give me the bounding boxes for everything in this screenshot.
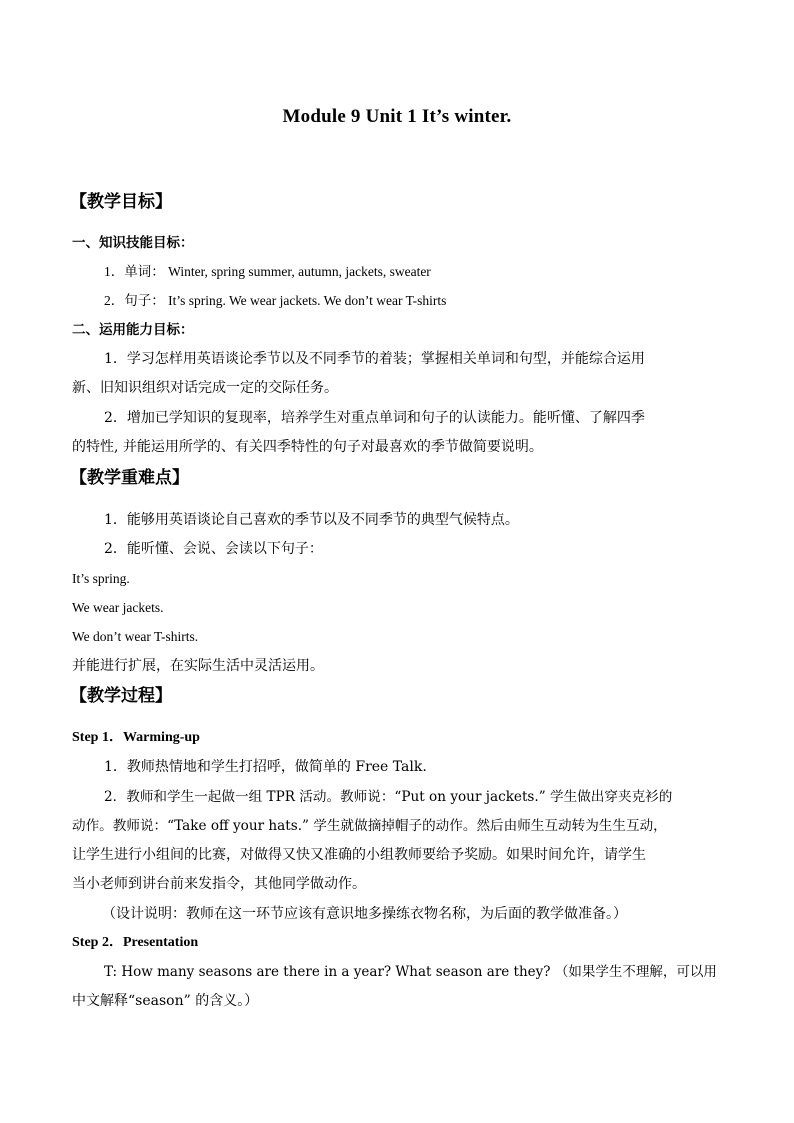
step2-heading: Step 2．Presentation (72, 935, 199, 950)
step1-item2-line4: 当小老师到讲台前来发指令，其他同学做动作。 (72, 876, 366, 892)
key-points-heading: 【教学重难点】 (70, 468, 189, 488)
step1-item2-line1: 2．教师和学生一起做一组 TPR 活动。教师说：“Put on your jackets.” 学生做出穿夹克衫的 (104, 789, 673, 805)
step1-item2-line3: 让学生进行小组间的比赛，对做得又快又准确的小组教师要给予奖励。如果时间允许，请学生 (72, 847, 646, 863)
ability-item1-line2: 新、旧知识组织对话完成一定的交际任务。 (72, 380, 338, 396)
ability-item2-line2: 的特性, 并能运用所学的、有关四季特性的句子对最喜欢的季节做简要说明。 (72, 439, 543, 455)
step1-heading: Step 1．Warming-up (72, 730, 200, 745)
key-points-item1: 1．能够用英语谈论自己喜欢的季节以及不同季节的典型气候特点。 (104, 512, 519, 528)
design-note: （设计说明：教师在这一环节应该有意识地多操练衣物名称，为后面的教学做准备。） (102, 906, 627, 922)
key-sentence-3: We don’t wear T-shirts. (72, 629, 199, 644)
step1-item1: 1．教师热情地和学生打招呼，做简单的 Free Talk. (104, 759, 427, 775)
sentences-line: 2．句子： It’s spring. We wear jackets. We don’t wear T-shirts (104, 293, 447, 308)
ability-heading: 二、运用能力目标： (72, 322, 194, 338)
key-points-item2: 2．能听懂、会说、会读以下句子： (104, 541, 323, 557)
step2-line2: 中文解释“season” 的含义。） (72, 993, 259, 1009)
knowledge-skills-heading: 一、知识技能目标： (72, 235, 194, 251)
step1-item2-line2: 动作。教师说：“Take off your hats.” 学生就做摘掉帽子的动作。然后由师生互动转为生生互动， (72, 818, 667, 834)
key-points-extend: 并能进行扩展，在实际生活中灵活运用。 (72, 658, 324, 674)
key-sentence-2: We wear jackets. (72, 600, 164, 615)
document-title: Module 9 Unit 1 It’s winter. (282, 106, 512, 127)
ability-item1-line1: 1．学习怎样用英语谈论季节以及不同季节的着装；掌握相关单词和句型，并能综合运用 (104, 351, 645, 367)
ability-item2-line1: 2．增加已学知识的复现率，培养学生对重点单词和句子的认读能力。能听懂、了解四季 (104, 410, 645, 426)
objectives-heading: 【教学目标】 (70, 192, 172, 212)
vocabulary-line: 1．单词： Winter, spring summer, autumn, jackets, sweater (104, 264, 431, 279)
step2-line1: T: How many seasons are there in a year? What season are they? （如果学生不理解，可以用 (104, 964, 717, 980)
process-heading: 【教学过程】 (70, 686, 172, 706)
key-sentence-1: It’s spring. (72, 571, 130, 586)
